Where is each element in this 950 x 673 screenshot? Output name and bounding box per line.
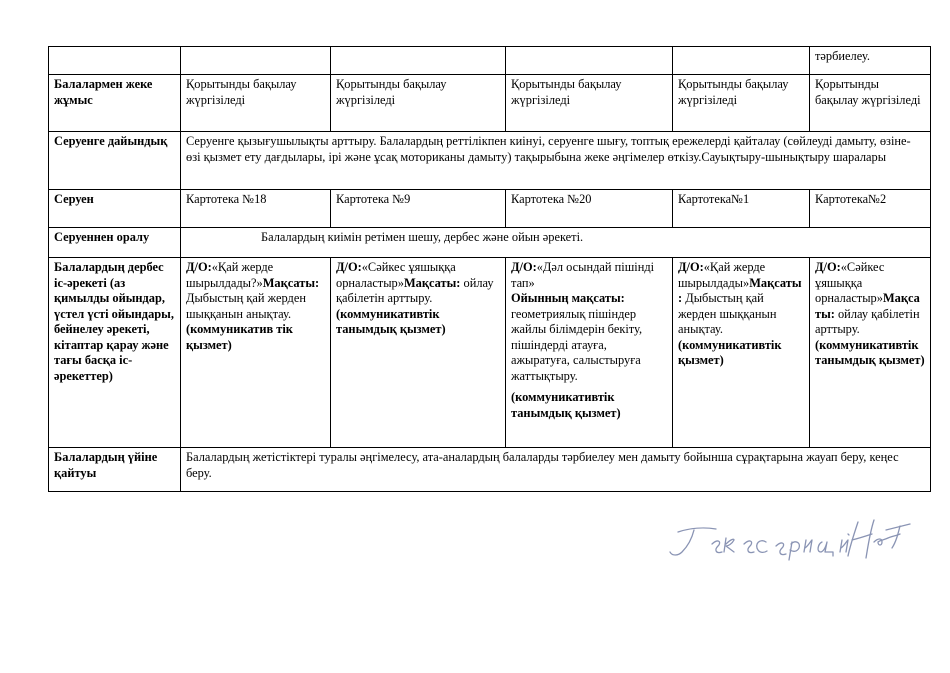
activity-note: (коммуникативтік танымдық қызмет) xyxy=(336,306,446,336)
table-row xyxy=(49,75,931,132)
activity-note: (коммуникатив тік қызмет) xyxy=(186,322,293,352)
table-cell: Қорытынды бақылау жүргізіледі xyxy=(331,75,506,132)
goal-text: Дыбыстың қай жерден шыққанын анықтау. xyxy=(678,291,777,336)
table-cell xyxy=(506,258,673,448)
goal-label: Мақсаты: xyxy=(403,275,461,290)
table-row xyxy=(49,258,931,448)
table-cell: Картотека№1 xyxy=(673,190,810,228)
table-cell: тәрбиелеу. xyxy=(810,47,931,75)
table-cell xyxy=(49,47,181,75)
table-cell: Қорытынды бақылау жүргізіледі xyxy=(810,75,931,132)
table-cell xyxy=(331,258,506,448)
table-cell: Қорытынды бақылау жүргізіледі xyxy=(506,75,673,132)
plan-table xyxy=(48,46,931,492)
table-cell xyxy=(673,47,810,75)
table-cell xyxy=(181,47,331,75)
table-cell: Қорытынды бақылау жүргізіледі xyxy=(673,75,810,132)
game-title: «Сәйкес ұяшыққа орналастыр» xyxy=(336,260,456,290)
table-row xyxy=(49,448,931,492)
row-label: Балалардың дербес іс-әрекеті (аз қимылды ойындар, үстел үсті ойындары, бейнелеу әрекеті, кітаптар қарау және тағы басқа іс-әрекеттер) xyxy=(49,258,181,448)
table-cell xyxy=(673,258,810,448)
goal-text: ойлау қабілетін арттыру. xyxy=(336,275,494,305)
row-label: Балалармен жеке жұмыс xyxy=(49,75,181,132)
game-prefix: Д/О: xyxy=(678,260,704,274)
table-row xyxy=(49,132,931,190)
activity-note: (коммуникативтік танымдық қызмет) xyxy=(511,390,621,420)
table-cell: Картотека№2 xyxy=(810,190,931,228)
handwritten-signature xyxy=(660,512,920,572)
game-title: «Сәйкес ұяшыққа орналастыр» xyxy=(815,260,885,305)
row-label: Серуен xyxy=(49,190,181,228)
row-label: Балалардың үйіне қайтуы xyxy=(49,448,181,492)
table-cell: Картотека №18 xyxy=(181,190,331,228)
goal-label: Мақсаты: xyxy=(262,275,320,290)
table-cell xyxy=(181,258,331,448)
game-title: «Қай жерде шырылдады?» xyxy=(186,260,274,290)
activity-note: (коммуникативтік қызмет) xyxy=(678,337,782,367)
table-row xyxy=(49,190,931,228)
table-cell: Балалардың жетістіктері туралы әңгімелесу, ата-аналардың балаларды тәрбиелеу мен дамыту бойынша сұрақтарына жауап беру, кеңес беру. xyxy=(181,448,931,492)
table-cell xyxy=(506,47,673,75)
table-cell: Картотека №9 xyxy=(331,190,506,228)
game-prefix: Д/О: xyxy=(336,260,362,274)
game-prefix: Д/О: xyxy=(511,260,537,274)
table-cell xyxy=(810,258,931,448)
table-cell: Серуенге қызығушылықты арттыру. Балалардың реттілікпен киінуі, серуенге шығу, топтық ережелерді қайталау (сөйлеуді дамыту, өзіне-өзі қызмет ету дағдылары, ірі және ұсақ моториканы дамыту) тақырыбына жеке әңгімелер өткізу.Сауықтыру-шынықтыру шаралары xyxy=(181,132,931,190)
table-row xyxy=(49,47,931,75)
goal-label: Мақсаты: xyxy=(815,291,920,321)
goal-text: геометриялық пішіндер жайлы білімдерін бекіту, пішіндерді атауға, ажыратуға, салыстыруға жаттықтыру. xyxy=(511,306,643,383)
game-prefix: Д/О: xyxy=(186,260,212,274)
game-title: «Қай жерде шырылдады» xyxy=(678,260,766,290)
table-cell xyxy=(331,47,506,75)
row-label: Серуеннен оралу xyxy=(49,228,181,258)
activity-note: (коммуникативтік танымдық қызмет) xyxy=(815,337,925,367)
game-title: «Дәл осындай пішінді тап» xyxy=(511,260,655,290)
goal-text: Дыбыстың қай жерден шыққанын анықтау. xyxy=(186,291,306,321)
goal-label: Ойынның мақсаты: xyxy=(511,291,625,305)
table-cell: Қорытынды бақылау жүргізіледі xyxy=(181,75,331,132)
row-label: Серуенге дайындық xyxy=(49,132,181,190)
signature-text: Тексерілді xyxy=(660,512,665,513)
table-row xyxy=(49,228,931,258)
game-prefix: Д/О: xyxy=(815,260,841,274)
table-cell: Картотека №20 xyxy=(506,190,673,228)
table-cell: Балалардың киімін ретімен шешу, дербес және ойын әрекеті. xyxy=(181,228,931,258)
goal-label: Мақсаты: xyxy=(678,275,802,305)
goal-text: ойлау қабілетін арттыру. xyxy=(815,306,920,336)
